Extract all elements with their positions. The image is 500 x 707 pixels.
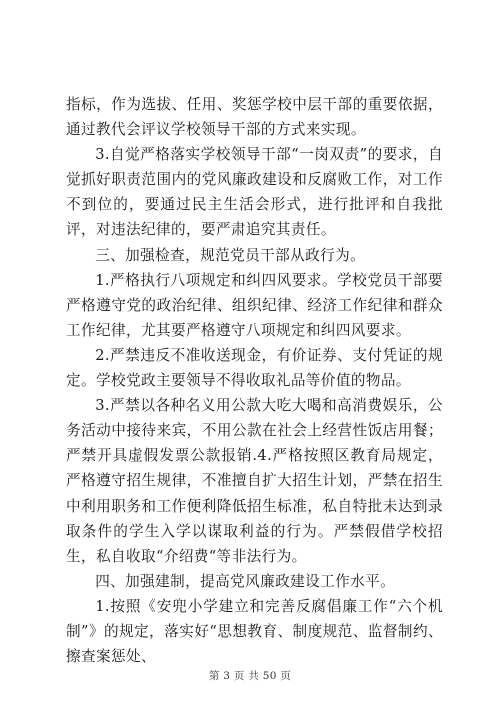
- page-footer: 第 3 页 共 50 页: [208, 670, 292, 682]
- section-heading: 三、加强检查，规范党员干部从政行为。: [95, 246, 366, 264]
- paragraph: 1.严格执行八项规定和纠四风要求。学校党员干部要严格遵守党的政治纪律、组织纪律、经济工作纪律和群众工作纪律，尤其要严格遵守八项规定和纠四风要求。: [66, 271, 443, 339]
- paragraph: 2.严禁违反不准收送现金，有价证券、支付凭证的规定。学校党政主要领导不得收取礼品等价值的物品。: [66, 346, 443, 390]
- paragraph: 3.自觉严格落实学校领导干部“一岗双责”的要求，自觉抓好职责范围内的党风廉政建设和反腐败工作，对工作不到位的，要通过民主生活会形式，进行批评和自我批评，对违法纪律的，要严肃追究其责任。: [66, 146, 443, 239]
- paragraph: 指标，作为选拔、任用、奖惩学校中层干部的重要依据，通过教代会评议学校领导干部的方式来实现。: [66, 96, 443, 139]
- paragraph: 1.按照《安兜小学建立和完善反腐倡廉工作“六个机制”》的规定，落实好“思想教育、制度规范、监督制约、擦查案惩处、: [66, 597, 443, 666]
- document-body: [66, 92, 443, 669]
- section-heading: 四、加强建制，提高党风廉政建设工作水平。: [95, 572, 396, 590]
- paragraph: 3.严禁以各种名义用公款大吃大喝和高消费娱乐，公务活动中接待来宾，不用公款在社会上经营性饭店用餐；严禁开具虚假发票公款报销.4.严格按照区教育局规定，严格遵守招生规律，不准擅自扩大招生计划，严禁在招生中利用职务和工作便利降低招生标准，私自特批未达到录取条件的学生入学以谋取利益的行为。严禁假借学校招生，私自收取“介绍费“等非法行为。: [66, 397, 443, 565]
